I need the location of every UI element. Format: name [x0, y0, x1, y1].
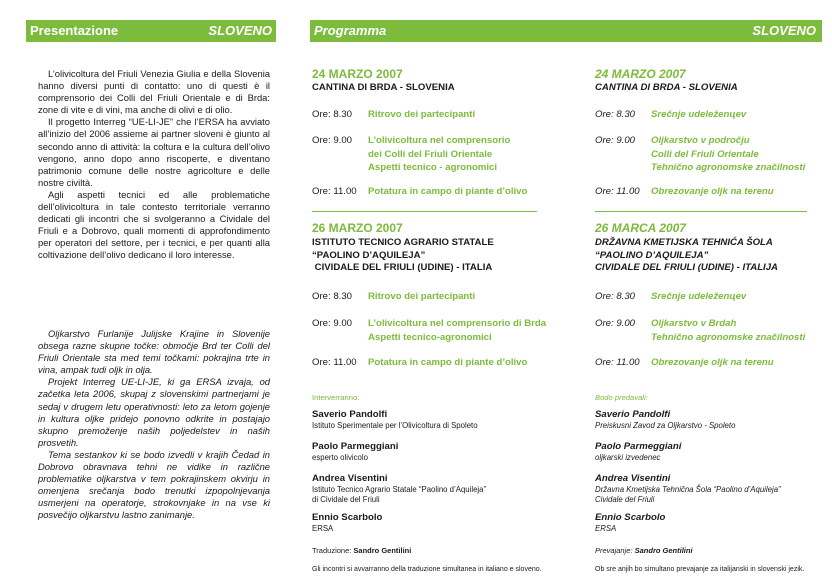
- activity-line: L’olivicoltura nel comprensorio di Brda: [368, 318, 547, 329]
- activity-line: Aspetti tecnico-agronomici: [368, 331, 492, 343]
- speaker-institution: Cividale del Friuli: [595, 495, 655, 504]
- speaker: [312, 473, 486, 505]
- speakers-heading: Interverranno:: [312, 393, 360, 402]
- venue-line: “PAOLINO D’AQUILEJA”: [312, 249, 426, 261]
- speaker: [312, 409, 478, 431]
- intro-paragraph: Tema sestankov ki se bodo izvedli v krajih Čedad in Dobrovo obravnava tehni ne vidike in različne problematike oljkarstva v tem pokrajinskem okvirju in omenjena srečanja bodo trenutki izpopolnjevanja usmerjeni na operatorje, strokovnjake in na vse ki posvečijo oljkarstvu lastno zanimanje.: [38, 448, 270, 521]
- day2-date: 26 MARZO 2007: [312, 221, 403, 235]
- translation-name: Sandro Gentilini: [353, 546, 412, 555]
- translation-credit: [312, 546, 411, 555]
- speaker-institution: oljkarski izvedenec: [595, 453, 661, 462]
- speaker-institution: Istituto Tecnico Agrario Statale “Paolino d’Aquileja”: [312, 485, 487, 494]
- schedule-activity: Obrezovanje oljk na terenu: [651, 357, 774, 368]
- day2-date: 26 MARCA 2007: [595, 221, 686, 235]
- schedule-activity: Potatura in campo di piante d’olivo: [368, 186, 528, 197]
- schedule-activity: Srečnje udeleženцev: [651, 109, 747, 120]
- speaker-name: Ennio Scarbolo: [312, 512, 383, 523]
- intro-italian: [38, 68, 270, 262]
- translation-credit: [595, 546, 693, 555]
- schedule-time: Ore: 11.00: [312, 186, 357, 197]
- speaker: [595, 512, 665, 534]
- header-right-title: Programma: [314, 23, 387, 38]
- activity-line: dei Colli del Friuli Orientale: [368, 148, 493, 160]
- speaker-institution: di Cividale del Friuli: [312, 495, 380, 504]
- speaker-institution: ERSA: [595, 524, 617, 533]
- speaker-institution: esperto olivicolo: [312, 453, 368, 462]
- schedule-time: Ore: 8.30: [595, 109, 635, 120]
- day1-venue: CANTINA DI BRDA - SLOVENIA: [595, 82, 738, 93]
- schedule-activity: Obrezovanje oljk na terenu: [651, 186, 774, 197]
- schedule-time: Ore: 11.00: [595, 186, 640, 197]
- header-left: [26, 20, 276, 42]
- activity-line: Colli del Friuli Orientale: [651, 148, 759, 160]
- activity-line: Oljkarstvo v področju: [651, 135, 750, 146]
- divider: [595, 211, 807, 212]
- header-left-lang: SLOVENO: [208, 23, 272, 38]
- footnote: Gli incontri si avvarranno della traduzione simultanea in italiano e sloveno.: [312, 566, 542, 573]
- schedule-activity: [368, 317, 598, 344]
- translation-name: Sandro Gentilini: [634, 546, 693, 555]
- schedule-activity: Potatura in campo di piante d’olivo: [368, 357, 528, 368]
- speaker: [595, 409, 735, 431]
- venue-line: CIVIDALE DEL FRIULI (UDINE) - ITALIJA: [595, 262, 778, 273]
- speaker: [312, 512, 382, 534]
- day1-date: 24 MARZO 2007: [312, 67, 403, 81]
- schedule-time: Ore: 11.00: [595, 357, 640, 368]
- activity-line: Oljkarstvo v Brdah: [651, 318, 737, 329]
- speaker-name: Andrea Visentini: [595, 473, 671, 484]
- schedule-activity: [651, 317, 831, 344]
- speaker-institution: ERSA: [312, 524, 334, 533]
- venue-line: CIVIDALE DEL FRIULI (UDINE) - ITALIA: [312, 262, 493, 273]
- schedule-time: Ore: 9.00: [595, 135, 635, 146]
- activity-line: Tehnično agronomske značilnosti: [651, 331, 806, 343]
- schedule-activity: Ritrovo dei partecipanti: [368, 291, 476, 302]
- speaker-institution: Preiskusni Zavod za Oljkarstvo - Spoleto: [595, 421, 736, 430]
- day1-date: 24 MARZO 2007: [595, 67, 686, 81]
- speaker-name: Saverio Pandolfi: [312, 409, 388, 420]
- day2-venue: [595, 237, 778, 275]
- schedule-time: Ore: 8.30: [312, 109, 352, 120]
- header-right: [310, 20, 822, 42]
- intro-paragraph: Il progetto Interreg “UE-LI-JE” che l’ERSA ha avviato all’inizio del 2006 assieme ai partner sloveni è giunto al secondo anno di attività: la coltura e la cultura dell’olivo vengono, anno dopo anno riscoperte, e diventano patrimonio comune delle nostre agricolture e delle nostre civiltà.: [38, 116, 270, 188]
- activity-line: Aspetti tecnico - agronomici: [368, 162, 498, 173]
- activity-line: Tehnično agronomske značilnosti: [651, 162, 806, 173]
- header-left-title: Presentazione: [30, 23, 119, 38]
- speakers-heading: Bodo predavali:: [595, 393, 648, 402]
- schedule-time: Ore: 9.00: [595, 318, 635, 329]
- schedule-activity: Ritrovo dei partecipanti: [368, 109, 476, 120]
- day1-venue: CANTINA DI BRDA - SLOVENIA: [312, 82, 455, 93]
- schedule-activity: [368, 134, 588, 175]
- speaker-name: Andrea Visentini: [312, 473, 388, 484]
- translation-label: Traduzione:: [312, 546, 352, 555]
- intro-paragraph: Agli aspetti tecnici ed alle problematiche dell’olivicoltura in tale contesto territoriale verranno dedicati gli incontri che si svolgeranno a Cividale del Friuli e a Dobrovo, quali momenti di approfondimento per operatori del settore, per i tecnici, e per quanti alla coltivazione dell’olivo dedicano il loro interesse.: [38, 188, 270, 261]
- speaker-name: Paolo Parmeggiani: [312, 441, 399, 452]
- venue-line: ISTITUTO TECNICO AGRARIO STATALE: [312, 237, 494, 248]
- schedule-activity: [651, 134, 831, 175]
- speaker: [595, 441, 681, 463]
- footnote: Ob sre anjih bo simultano prevajanje za italijanski in slovenski jezik.: [595, 566, 805, 573]
- speaker-institution: Državna Kmetijska Tehnična Šola “Paolino d’Aquileja”: [595, 485, 781, 494]
- speaker-name: Saverio Pandolfi: [595, 409, 671, 420]
- header-right-lang: SLOVENO: [752, 23, 816, 38]
- schedule-time: Ore: 8.30: [595, 291, 635, 302]
- activity-line: L’olivicoltura nel comprensorio: [368, 135, 511, 146]
- speaker-institution: Istituto Sperimentale per l’Olivicoltura di Spoleto: [312, 421, 478, 430]
- venue-line: DRŽAVNA KMETIJSKA TEHNIĆA ŠOLA: [595, 237, 773, 248]
- schedule-time: Ore: 11.00: [312, 357, 357, 368]
- speaker: [312, 441, 398, 463]
- schedule-time: Ore: 9.00: [312, 135, 352, 146]
- speaker: [595, 473, 781, 505]
- speaker-name: Paolo Parmeggiani: [595, 441, 682, 452]
- day2-venue: [312, 237, 494, 275]
- venue-line: “PAOLINO D’AQUILEJA”: [595, 249, 709, 261]
- schedule-activity: Srečnje udeleženцev: [651, 291, 747, 302]
- intro-paragraph: L’olivicoltura del Friuli Venezia Giulia e della Slovenia hanno diversi punti di contatto: uno di questi è il comprensorio dei Colli del Friuli Orientale e di Brda: zone di vite e di vini, ma anche di olivi e di olio.: [38, 68, 270, 116]
- schedule-time: Ore: 8.30: [312, 291, 352, 302]
- intro-paragraph: Projekt Interreg UE-LI-JE, ki ga ERSA izvaja, od začetka leta 2006, skupaj z slovenskimi partnerjami je sedaj v drugem letu operativnosti: leto za letom gojenje in kultura oljke pridejo ponovno odkrite in postajajo skupno premoženje naših poljedelstev in naših prosvetih.: [38, 376, 270, 448]
- schedule-time: Ore: 9.00: [312, 318, 352, 329]
- translation-label: Prevajanje:: [595, 546, 633, 555]
- intro-paragraph: Oljkarstvo Furlanije Julijske Krajine in Slovenije obsega razne skupne točke: območje Brd ter Colli del Friuli Orientale sta med temi točkami: pokrajina trte in vina, ampak tudi oljk in olja.: [38, 328, 270, 376]
- speaker-name: Ennio Scarbolo: [595, 512, 666, 523]
- intro-slovenian: [38, 328, 270, 522]
- divider: [312, 211, 537, 212]
